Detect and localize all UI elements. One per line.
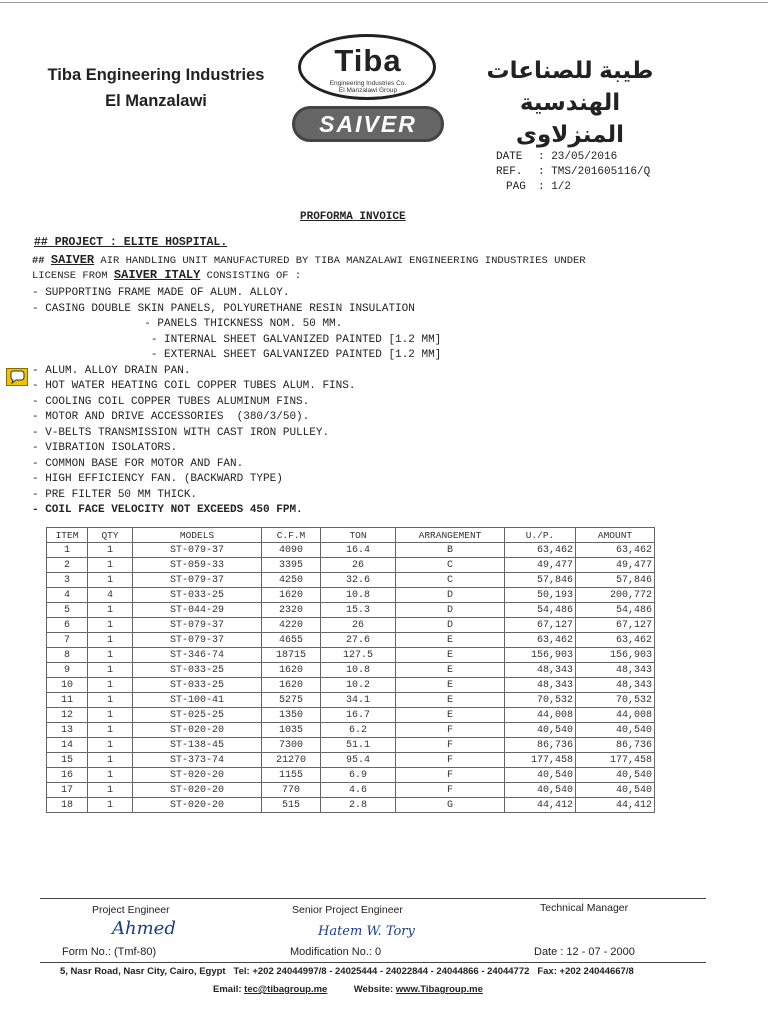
- table-cell: 1: [88, 753, 133, 768]
- table-cell: 44,008: [576, 708, 655, 723]
- table-cell: C: [396, 558, 505, 573]
- email-link[interactable]: tec@tibagroup.me: [244, 984, 328, 995]
- table-cell: 15: [47, 753, 88, 768]
- table-cell: 5275: [262, 693, 321, 708]
- project-name: ELITE HOSPITAL.: [123, 236, 228, 249]
- table-row: [47, 573, 655, 588]
- table-cell: ST-020-20: [133, 798, 262, 813]
- table-cell: 1: [88, 573, 133, 588]
- spec-item: - MOTOR AND DRIVE ACCESSORIES (380/3/50).: [32, 411, 310, 423]
- technical-manager-label: Technical Manager: [540, 902, 629, 914]
- table-cell: 49,477: [505, 558, 576, 573]
- table-cell: 7: [47, 633, 88, 648]
- table-cell: 770: [262, 783, 321, 798]
- table-cell: ST-373-74: [133, 753, 262, 768]
- table-header-row: [47, 528, 655, 543]
- table-cell: 57,846: [576, 573, 655, 588]
- table-row: [47, 798, 655, 813]
- table-cell: 63,462: [505, 633, 576, 648]
- table-row: [47, 708, 655, 723]
- table-cell: D: [396, 588, 505, 603]
- date-value: 23/05/2016: [551, 151, 618, 163]
- table-cell: 156,903: [505, 648, 576, 663]
- table-cell: ST-059-33: [133, 558, 262, 573]
- table-cell: 40,540: [576, 783, 655, 798]
- table-cell: 8: [47, 648, 88, 663]
- table-cell: 21270: [262, 753, 321, 768]
- description-line1: [32, 253, 722, 268]
- table-cell: ST-079-37: [133, 543, 262, 558]
- document-title: PROFORMA INVOICE: [300, 211, 406, 223]
- table-cell: 32.6: [321, 573, 396, 588]
- table-cell: ST-138-45: [133, 738, 262, 753]
- spec-item: - CASING DOUBLE SKIN PANELS, POLYURETHANE RESIN INSULATION: [32, 302, 415, 315]
- spec-item: - PRE FILTER 50 MM THICK.: [32, 488, 198, 501]
- table-cell: 1: [88, 558, 133, 573]
- table-cell: 6.2: [321, 723, 396, 738]
- table-row: [47, 663, 655, 678]
- table-cell: 57,846: [505, 573, 576, 588]
- email-label: Email:: [213, 984, 245, 995]
- footer-line: [40, 962, 706, 963]
- table-cell: ST-079-37: [133, 618, 262, 633]
- description-brand: SAIVER: [50, 253, 95, 267]
- spec-item: - EXTERNAL SHEET GALVANIZED PAINTED [1.2 MM]: [32, 349, 442, 361]
- table-cell: 48,343: [576, 678, 655, 693]
- table-cell: ST-020-20: [133, 783, 262, 798]
- table-cell: 86,736: [576, 738, 655, 753]
- table-cell: ST-100-41: [133, 693, 262, 708]
- col-ton: TON: [321, 528, 396, 543]
- table-cell: 49,477: [576, 558, 655, 573]
- table-cell: 11: [47, 693, 88, 708]
- table-body: [47, 543, 655, 813]
- page-label: PAG: [506, 181, 526, 193]
- table-row: [47, 603, 655, 618]
- table-cell: ST-079-37: [133, 633, 262, 648]
- table-cell: 177,458: [505, 753, 576, 768]
- table-cell: 3: [47, 573, 88, 588]
- table-cell: ST-020-20: [133, 768, 262, 783]
- table-cell: 40,540: [505, 768, 576, 783]
- tiba-logo-subtitle: [322, 80, 414, 94]
- table-row: [47, 543, 655, 558]
- project-heading: [34, 236, 227, 249]
- table-cell: 1: [88, 603, 133, 618]
- table-cell: 6: [47, 618, 88, 633]
- table-cell: 2.8: [321, 798, 396, 813]
- ref-value: TMS/201605116/Q: [551, 166, 651, 178]
- table-cell: 1: [88, 738, 133, 753]
- table-cell: 1: [88, 543, 133, 558]
- table-cell: 4: [47, 588, 88, 603]
- table-cell: 18: [47, 798, 88, 813]
- unit-description: [32, 253, 722, 283]
- table-row: [47, 633, 655, 648]
- table-cell: 156,903: [576, 648, 655, 663]
- spec-item: - ALUM. ALLOY DRAIN PAN.: [32, 364, 191, 377]
- company-name-ar: [450, 54, 690, 150]
- spec-item: - INTERNAL SHEET GALVANIZED PAINTED [1.2 MM]: [32, 333, 442, 346]
- table-cell: G: [396, 798, 505, 813]
- table-cell: ST-044-29: [133, 603, 262, 618]
- col-arrangement: ARRANGEMENT: [396, 528, 505, 543]
- table-cell: E: [396, 648, 505, 663]
- table-cell: 1: [88, 663, 133, 678]
- col-item: ITEM: [47, 528, 88, 543]
- table-cell: 16.4: [321, 543, 396, 558]
- table-cell: 4: [88, 588, 133, 603]
- col-models: MODELS: [133, 528, 262, 543]
- spec-item: - PANELS THICKNESS NOM. 50 MM.: [32, 318, 343, 330]
- description-text1: AIR HANDLING UNIT MANUFACTURED BY TIBA MANZALAWI ENGINEERING INDUSTRIES UNDER: [94, 255, 586, 267]
- company-name-en: [40, 62, 272, 114]
- meta-date-row: DATE : 23/05/2016: [496, 151, 618, 163]
- table-row: [47, 783, 655, 798]
- footer-fax: Fax: +202 24044667/8: [537, 966, 634, 977]
- table-cell: 515: [262, 798, 321, 813]
- specification-list: [32, 286, 441, 519]
- table-cell: 127.5: [321, 648, 396, 663]
- invoice-meta: [496, 150, 650, 195]
- company-name-en-line2: El Manzalawi: [105, 92, 207, 110]
- table-row: [47, 738, 655, 753]
- footer-address: 5, Nasr Road, Nasr City, Cairo, Egypt: [60, 966, 226, 977]
- table-cell: 1: [47, 543, 88, 558]
- table-cell: F: [396, 768, 505, 783]
- table-cell: 1: [88, 708, 133, 723]
- table-cell: ST-020-20: [133, 723, 262, 738]
- table-cell: 1: [88, 723, 133, 738]
- table-cell: 4220: [262, 618, 321, 633]
- table-cell: 86,736: [505, 738, 576, 753]
- table-cell: 70,532: [505, 693, 576, 708]
- col-cfm: C.F.M: [262, 528, 321, 543]
- company-name-en-line1: Tiba Engineering Industries: [47, 66, 265, 84]
- company-name-ar-line2: المنزلاوى: [515, 121, 625, 147]
- col-unit-price: U./P.: [505, 528, 576, 543]
- table-cell: 40,540: [576, 723, 655, 738]
- table-cell: 1: [88, 693, 133, 708]
- table-cell: 67,127: [576, 618, 655, 633]
- description-text2: LICENSE FROM: [32, 270, 114, 282]
- table-cell: 63,462: [576, 633, 655, 648]
- table-cell: 34.1: [321, 693, 396, 708]
- table-cell: 40,540: [505, 723, 576, 738]
- website-link[interactable]: www.Tibagroup.me: [395, 984, 483, 995]
- table-cell: E: [396, 633, 505, 648]
- table-cell: 4655: [262, 633, 321, 648]
- table-row: [47, 588, 655, 603]
- form-number: Form No.: (Tmf-80): [62, 946, 157, 958]
- table-cell: 200,772: [576, 588, 655, 603]
- table-cell: 63,462: [505, 543, 576, 558]
- table-cell: 10.8: [321, 663, 396, 678]
- table-cell: ST-033-25: [133, 678, 262, 693]
- table-cell: 26: [321, 618, 396, 633]
- table-row: [47, 648, 655, 663]
- spec-item: - COIL FACE VELOCITY NOT EXCEEDS 450 FPM.: [32, 504, 303, 516]
- table-cell: F: [396, 753, 505, 768]
- description-line2: [32, 268, 722, 283]
- table-cell: 3395: [262, 558, 321, 573]
- table-cell: E: [396, 678, 505, 693]
- top-edge: [0, 2, 768, 3]
- table-cell: D: [396, 603, 505, 618]
- table-cell: 44,008: [505, 708, 576, 723]
- table-row: [47, 618, 655, 633]
- table-row: [47, 768, 655, 783]
- table-cell: 1620: [262, 678, 321, 693]
- footer-tel: Tel: +202 24044997/8 - 24025444 - 24022844 - 24044866 - 24044772: [233, 966, 530, 977]
- col-amount: AMOUNT: [576, 528, 655, 543]
- table-cell: 16: [47, 768, 88, 783]
- table-cell: F: [396, 723, 505, 738]
- table-cell: 1: [88, 783, 133, 798]
- table-cell: 10: [47, 678, 88, 693]
- table-cell: F: [396, 738, 505, 753]
- table-cell: 1: [88, 678, 133, 693]
- table-cell: 1155: [262, 768, 321, 783]
- company-name-ar-line1: طيبة للصناعات الهندسية: [486, 57, 654, 115]
- table-cell: 48,343: [505, 678, 576, 693]
- table-cell: ST-033-25: [133, 588, 262, 603]
- table-cell: 48,343: [576, 663, 655, 678]
- ref-label: REF.: [496, 166, 523, 178]
- table-cell: 4090: [262, 543, 321, 558]
- description-licensor: SAIVER ITALY: [113, 268, 201, 282]
- table-cell: 1620: [262, 663, 321, 678]
- table-cell: ST-346-74: [133, 648, 262, 663]
- table-cell: 10.8: [321, 588, 396, 603]
- table-cell: 16.7: [321, 708, 396, 723]
- table-cell: 51.1: [321, 738, 396, 753]
- table-cell: 15.3: [321, 603, 396, 618]
- signature-top-line: [40, 898, 706, 899]
- table-row: [47, 753, 655, 768]
- table-cell: 2: [47, 558, 88, 573]
- spec-item: - SUPPORTING FRAME MADE OF ALUM. ALLOY.: [32, 287, 290, 299]
- senior-engineer-label: Senior Project Engineer: [292, 904, 403, 916]
- table-row: [47, 558, 655, 573]
- project-engineer-label: Project Engineer: [92, 904, 170, 916]
- table-cell: 2320: [262, 603, 321, 618]
- page-value: 1/2: [551, 181, 572, 193]
- table-cell: 6.9: [321, 768, 396, 783]
- table-cell: 14: [47, 738, 88, 753]
- footer-contact: [60, 966, 634, 977]
- table-cell: 7300: [262, 738, 321, 753]
- table-cell: B: [396, 543, 505, 558]
- comment-icon[interactable]: [6, 368, 28, 386]
- table-cell: 95.4: [321, 753, 396, 768]
- table-cell: 1: [88, 633, 133, 648]
- spec-item: - VIBRATION ISOLATORS.: [32, 442, 178, 454]
- table-cell: 17: [47, 783, 88, 798]
- description-prefix: ##: [32, 255, 51, 267]
- table-cell: 26: [321, 558, 396, 573]
- table-cell: 4250: [262, 573, 321, 588]
- table-cell: 63,462: [576, 543, 655, 558]
- table-cell: E: [396, 708, 505, 723]
- form-date: Date : 12 - 07 - 2000: [534, 946, 635, 958]
- table-cell: 40,540: [505, 783, 576, 798]
- senior-engineer-signature: Hatem W. Tory: [318, 924, 415, 939]
- table-cell: 44,412: [576, 798, 655, 813]
- table-cell: 54,486: [576, 603, 655, 618]
- table-cell: E: [396, 663, 505, 678]
- table-cell: 67,127: [505, 618, 576, 633]
- table-cell: ST-079-37: [133, 573, 262, 588]
- project-prefix: ## PROJECT :: [34, 236, 124, 249]
- table-cell: 27.6: [321, 633, 396, 648]
- table-cell: 50,193: [505, 588, 576, 603]
- tiba-logo-sub1: Engineering Industries Co.: [329, 80, 407, 87]
- table-cell: 44,412: [505, 798, 576, 813]
- spec-item: - HOT WATER HEATING COIL COPPER TUBES ALUM. FINS.: [32, 380, 356, 392]
- spec-item: - COOLING COIL COPPER TUBES ALUMINUM FINS.: [32, 395, 310, 408]
- table-cell: C: [396, 573, 505, 588]
- table-cell: ST-025-25: [133, 708, 262, 723]
- table-cell: 48,343: [505, 663, 576, 678]
- table-row: [47, 723, 655, 738]
- tiba-logo-sub2: El Manzalawi Group: [338, 87, 398, 94]
- table-cell: 40,540: [576, 768, 655, 783]
- tiba-logo-text: Tiba: [334, 43, 402, 78]
- table-cell: 10.2: [321, 678, 396, 693]
- date-label: DATE: [496, 151, 523, 163]
- spec-item: - COMMON BASE FOR MOTOR AND FAN.: [32, 457, 244, 470]
- spec-item: - HIGH EFFICIENCY FAN. (BACKWARD TYPE): [32, 473, 283, 485]
- table-row: [47, 693, 655, 708]
- saiver-logo: SAIVER: [292, 106, 444, 142]
- table-cell: ST-033-25: [133, 663, 262, 678]
- project-engineer-signature: Ahmed: [112, 918, 176, 939]
- table-cell: D: [396, 618, 505, 633]
- col-qty: QTY: [88, 528, 133, 543]
- table-cell: 13: [47, 723, 88, 738]
- table-cell: 18715: [262, 648, 321, 663]
- table-cell: 12: [47, 708, 88, 723]
- table-row: [47, 678, 655, 693]
- description-text3: CONSISTING OF :: [200, 270, 302, 282]
- footer-web: [213, 984, 483, 995]
- spec-item: - V-BELTS TRANSMISSION WITH CAST IRON PULLEY.: [32, 426, 330, 439]
- table-cell: 1: [88, 768, 133, 783]
- table-cell: 177,458: [576, 753, 655, 768]
- table-cell: 4.6: [321, 783, 396, 798]
- table-cell: 1350: [262, 708, 321, 723]
- table-cell: 1035: [262, 723, 321, 738]
- table-cell: E: [396, 693, 505, 708]
- table-cell: 1: [88, 648, 133, 663]
- table-cell: 1: [88, 618, 133, 633]
- table-cell: 1620: [262, 588, 321, 603]
- website-label: Website:: [353, 984, 396, 995]
- table-cell: 5: [47, 603, 88, 618]
- table-cell: 9: [47, 663, 88, 678]
- meta-ref-row: REF. : TMS/201605116/Q: [496, 166, 651, 178]
- modification-number: Modification No.: 0: [290, 946, 382, 958]
- table-cell: 1: [88, 798, 133, 813]
- meta-page-row: PAG : 1/2: [506, 181, 572, 193]
- table-cell: 54,486: [505, 603, 576, 618]
- table-cell: F: [396, 783, 505, 798]
- table-cell: 70,532: [576, 693, 655, 708]
- invoice-table: [46, 527, 655, 813]
